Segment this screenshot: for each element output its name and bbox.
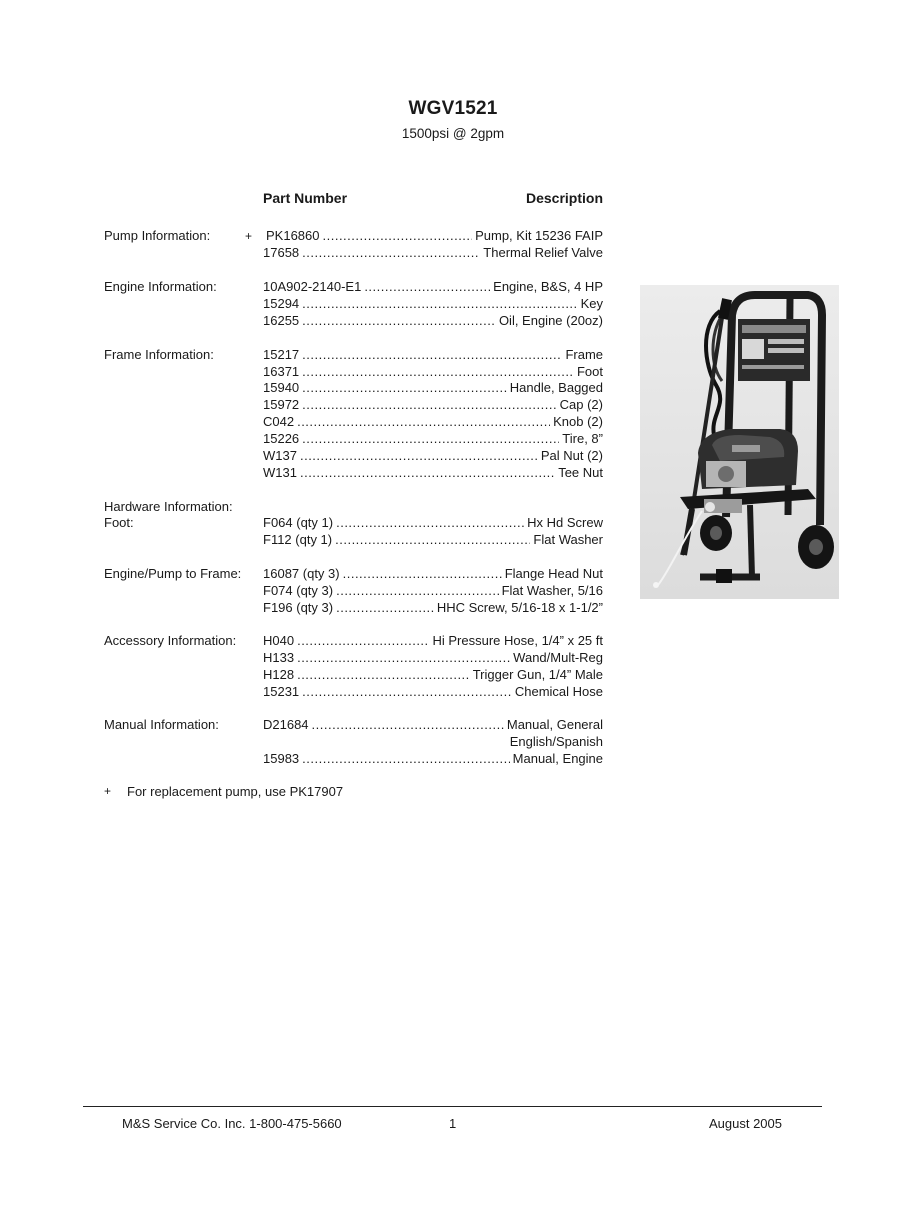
part-row bbox=[263, 514, 603, 531]
part-row bbox=[263, 379, 603, 396]
footnote-text: For replacement pump, use PK17907 bbox=[127, 784, 344, 799]
part-row bbox=[263, 295, 603, 312]
dot-leader bbox=[364, 278, 490, 295]
part-row bbox=[263, 278, 603, 295]
part-number: C042 bbox=[263, 414, 295, 429]
part-description: HHC Screw, 5/16-18 x 1-1/2” bbox=[436, 600, 603, 615]
part-description: Wand/Mult-Reg bbox=[513, 650, 603, 665]
part-description: Manual, General bbox=[506, 717, 603, 732]
part-row bbox=[263, 582, 603, 599]
part-description: Manual, Engine bbox=[512, 751, 603, 766]
part-number: W137 bbox=[263, 448, 297, 463]
part-description: Pal Nut (2) bbox=[540, 448, 603, 463]
part-number: 10A902-2140-E1 bbox=[263, 279, 362, 294]
footer-company: M&S Service Co. Inc. 1-800-475-5660 bbox=[122, 1116, 342, 1131]
part-description: Foot bbox=[576, 364, 603, 379]
part-number: F064 (qty 1) bbox=[263, 515, 334, 530]
dot-leader bbox=[302, 312, 496, 329]
part-description: Oil, Engine (20oz) bbox=[498, 313, 603, 328]
section-label-engine: Engine Information: bbox=[104, 279, 217, 294]
part-description: Flat Washer bbox=[533, 532, 603, 547]
part-number: 15294 bbox=[263, 296, 300, 311]
part-row-continuation bbox=[263, 733, 603, 750]
part-description: Flat Washer, 5/16 bbox=[501, 583, 603, 598]
part-description: Cap (2) bbox=[559, 397, 603, 412]
document-subtitle: 1500psi @ 2gpm bbox=[401, 126, 505, 141]
dot-leader bbox=[302, 363, 574, 380]
part-row bbox=[263, 531, 603, 548]
pressure-washer-image bbox=[640, 285, 839, 599]
footer-divider bbox=[83, 1106, 822, 1107]
dot-leader bbox=[312, 716, 504, 733]
dot-leader bbox=[302, 750, 510, 767]
section-label-engine-pump-frame: Engine/Pump to Frame: bbox=[104, 566, 242, 581]
part-row bbox=[263, 312, 603, 329]
dot-leader bbox=[302, 295, 577, 312]
part-description: Flange Head Nut bbox=[504, 566, 603, 581]
part-number: H133 bbox=[263, 650, 295, 665]
dot-leader bbox=[302, 244, 480, 261]
part-number: H128 bbox=[263, 667, 295, 682]
part-row bbox=[263, 464, 603, 481]
dot-leader bbox=[323, 227, 473, 244]
dot-leader bbox=[302, 683, 512, 700]
dot-leader bbox=[335, 531, 530, 548]
part-row bbox=[263, 632, 603, 649]
part-number: 17658 bbox=[263, 245, 300, 260]
part-row bbox=[263, 346, 603, 363]
part-description: Tire, 8” bbox=[562, 431, 603, 446]
description-header: Description bbox=[525, 190, 603, 206]
dot-leader bbox=[302, 379, 507, 396]
document-title: WGV1521 bbox=[408, 98, 498, 119]
part-description: Engine, B&S, 4 HP bbox=[493, 279, 603, 294]
part-number: F196 (qty 3) bbox=[263, 600, 334, 615]
part-row bbox=[263, 649, 603, 666]
dot-leader bbox=[336, 514, 524, 531]
section-label-pump: Pump Information: bbox=[104, 228, 211, 243]
part-number: F112 (qty 1) bbox=[263, 532, 333, 547]
part-number: 15226 bbox=[263, 431, 300, 446]
part-description: Tee Nut bbox=[558, 465, 603, 480]
part-row bbox=[263, 396, 603, 413]
part-row bbox=[263, 447, 603, 464]
section-label-manual: Manual Information: bbox=[104, 717, 219, 732]
section-label-hardware: Hardware Information: bbox=[104, 499, 233, 514]
part-number: W131 bbox=[263, 465, 297, 480]
dot-leader bbox=[297, 666, 470, 683]
part-description: English/Spanish bbox=[509, 734, 603, 749]
part-row bbox=[263, 565, 603, 582]
part-description: Trigger Gun, 1/4” Male bbox=[472, 667, 603, 682]
part-number-header: Part Number bbox=[263, 190, 348, 206]
part-row bbox=[263, 750, 603, 767]
part-number: F074 (qty 3) bbox=[263, 583, 334, 598]
footer-page-number: 1 bbox=[449, 1116, 457, 1131]
part-number: PK16860 bbox=[266, 228, 320, 243]
part-description: Chemical Hose bbox=[514, 684, 603, 699]
part-row bbox=[263, 599, 603, 616]
part-row bbox=[263, 363, 603, 380]
part-description: Handle, Bagged bbox=[509, 380, 603, 395]
dot-leader bbox=[300, 447, 538, 464]
part-number: 15231 bbox=[263, 684, 300, 699]
footer-date: August 2005 bbox=[708, 1116, 782, 1131]
dot-leader bbox=[302, 430, 559, 447]
part-description: Hi Pressure Hose, 1/4” x 25 ft bbox=[432, 633, 603, 648]
dot-leader bbox=[302, 396, 556, 413]
part-number: 16087 (qty 3) bbox=[263, 566, 340, 581]
part-description: Knob (2) bbox=[553, 414, 603, 429]
part-description: Key bbox=[580, 296, 603, 311]
dot-leader bbox=[336, 599, 434, 616]
section-sublabel-foot: Foot: bbox=[104, 515, 134, 530]
part-number: H040 bbox=[263, 633, 295, 648]
part-number: D21684 bbox=[263, 717, 309, 732]
dot-leader bbox=[297, 632, 429, 649]
part-description: Pump, Kit 15236 FAIP bbox=[475, 228, 603, 243]
part-row bbox=[263, 413, 603, 430]
dot-leader bbox=[302, 346, 562, 363]
part-number: 15940 bbox=[263, 380, 300, 395]
dot-leader bbox=[300, 464, 555, 481]
footnote-marker: + bbox=[104, 784, 112, 798]
part-number: 16255 bbox=[263, 313, 300, 328]
dot-leader bbox=[297, 413, 550, 430]
part-row bbox=[263, 716, 603, 733]
part-row bbox=[263, 683, 603, 700]
part-row bbox=[263, 430, 603, 447]
part-description: Thermal Relief Valve bbox=[483, 245, 603, 260]
part-description: Frame bbox=[565, 347, 603, 362]
part-description: Hx Hd Screw bbox=[527, 515, 603, 530]
dot-leader bbox=[343, 565, 502, 582]
part-row bbox=[266, 227, 603, 244]
plus-marker: + bbox=[245, 229, 253, 243]
section-label-frame: Frame Information: bbox=[104, 347, 214, 362]
part-row bbox=[263, 244, 603, 261]
part-number: 16371 bbox=[263, 364, 300, 379]
part-number: 15972 bbox=[263, 397, 300, 412]
part-number: 15217 bbox=[263, 347, 300, 362]
part-number: 15983 bbox=[263, 751, 300, 766]
dot-leader bbox=[297, 649, 510, 666]
dot-leader bbox=[336, 582, 499, 599]
part-row bbox=[263, 666, 603, 683]
section-label-accessory: Accessory Information: bbox=[104, 633, 237, 648]
